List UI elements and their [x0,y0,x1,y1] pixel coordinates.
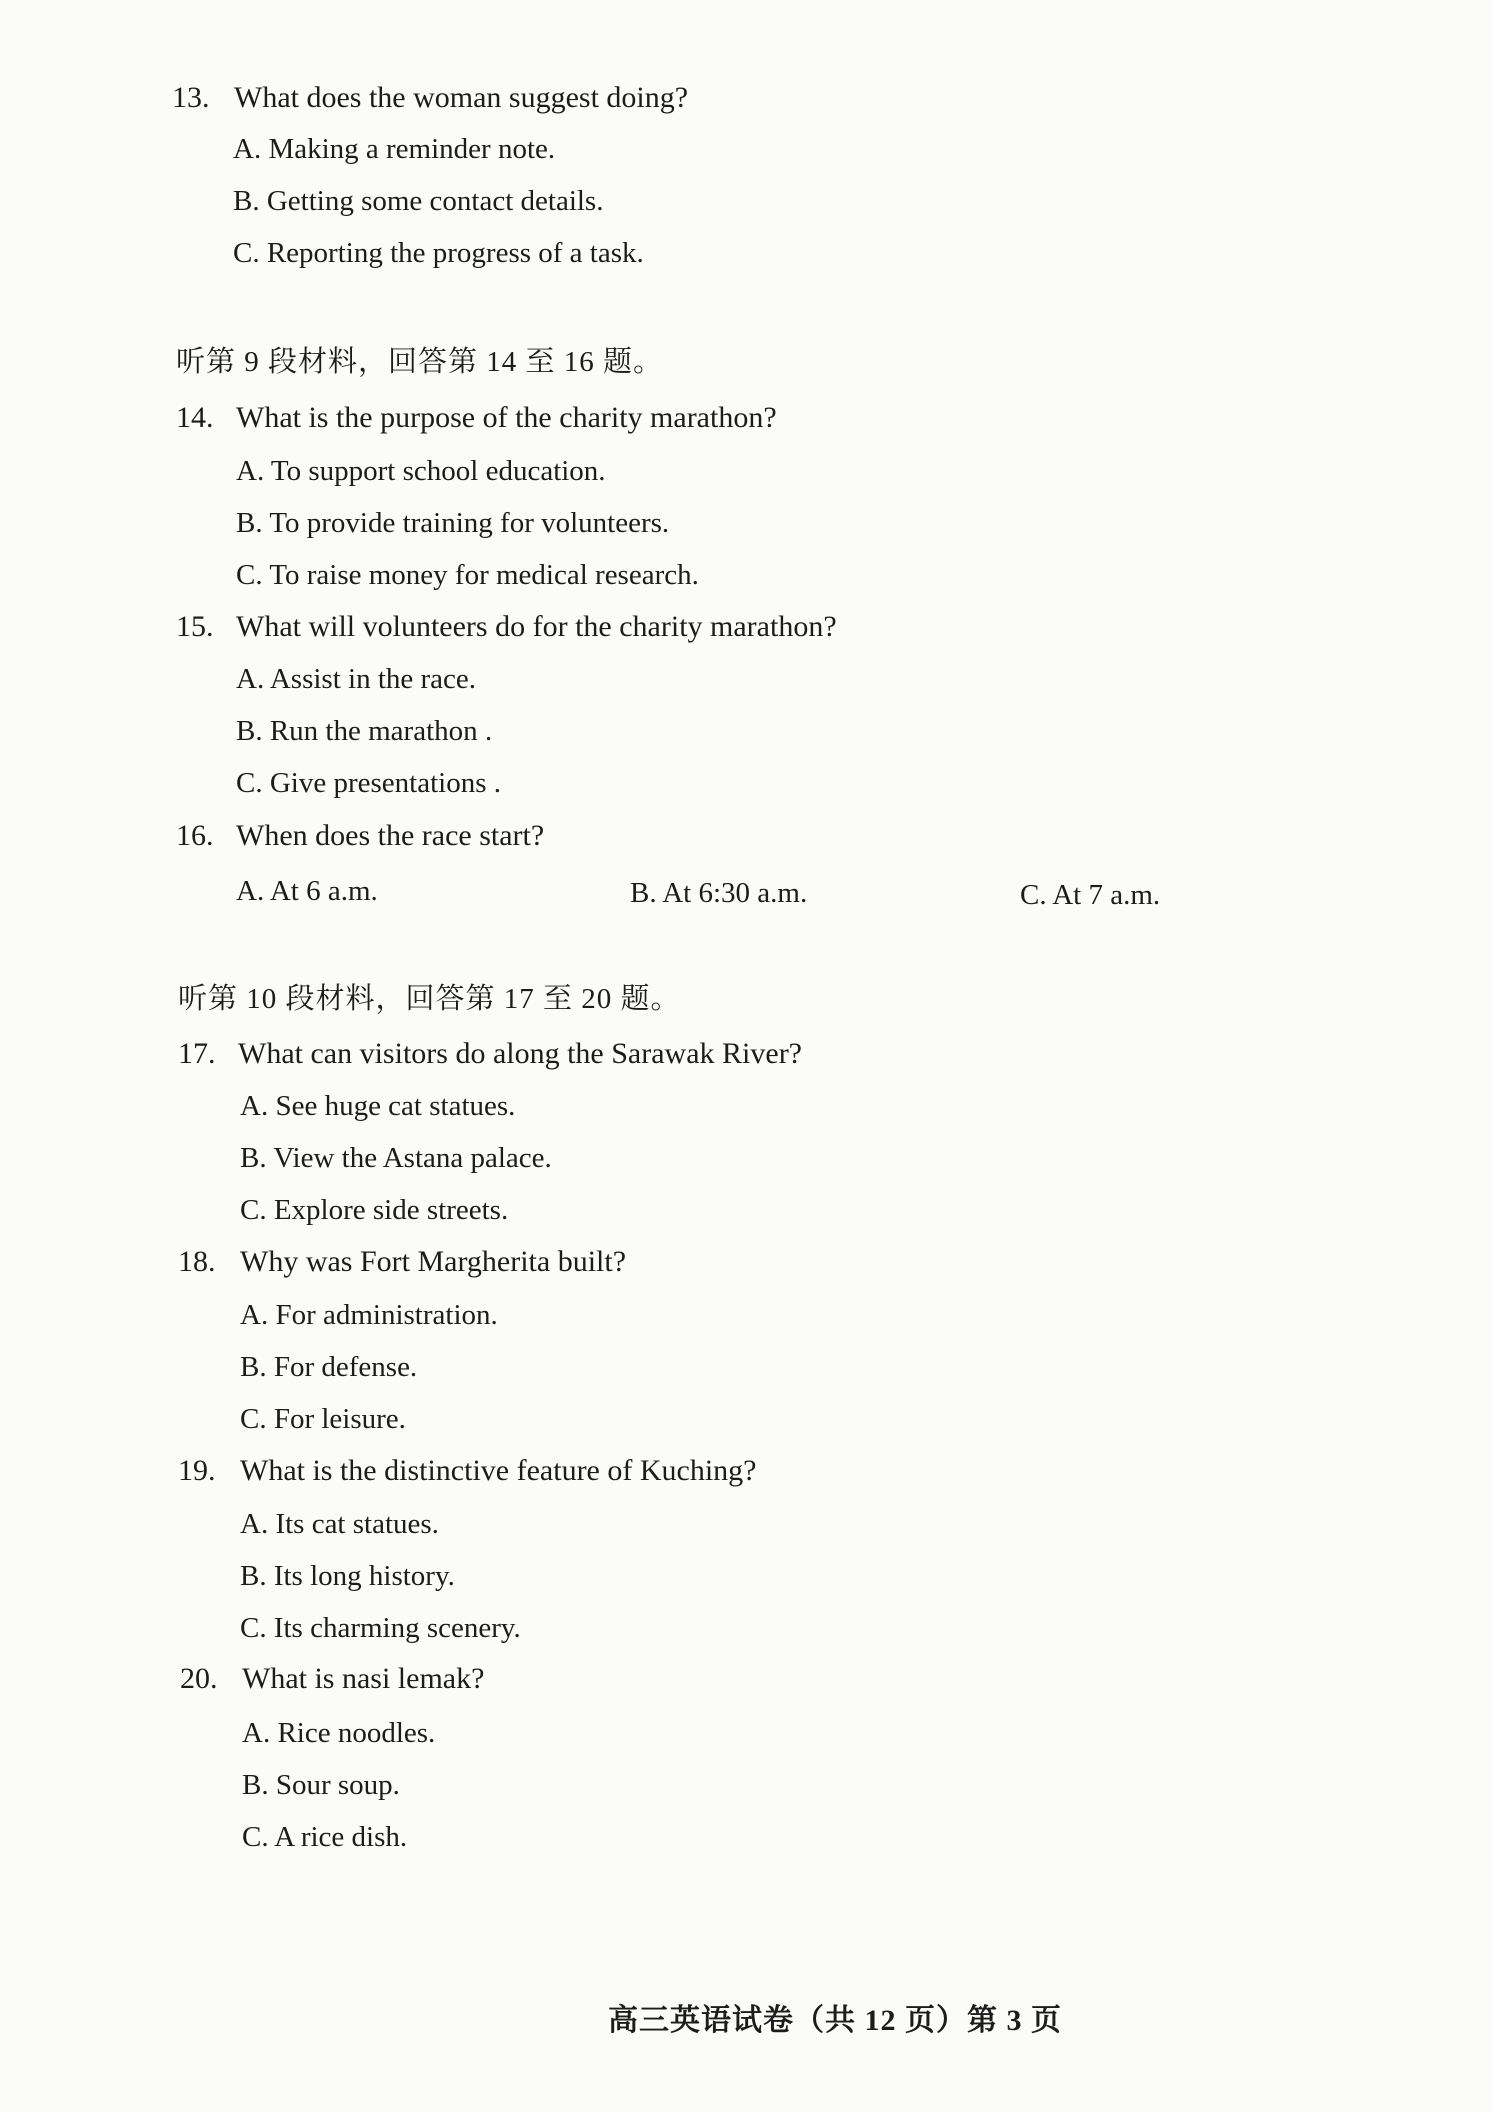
question-text: What is nasi lemak? [242,1662,485,1695]
option-b: B. Sour soup. [242,1769,400,1801]
option-b: B. Its long history. [240,1560,455,1592]
question-number: 18. [178,1245,216,1278]
option-a: A. At 6 a.m. [236,875,378,907]
option-c: C. Its charming scenery. [240,1612,521,1644]
question-number: 14. [176,401,214,434]
option-c: C. At 7 a.m. [1020,879,1161,911]
option-a: A. See huge cat statues. [240,1090,516,1122]
question-number: 20. [180,1662,218,1695]
option-a: A. Assist in the race. [236,663,477,695]
option-b: B. At 6:30 a.m. [630,877,808,909]
option-a: A. To support school education. [236,455,606,487]
option-a: A. Making a reminder note. [233,133,556,165]
option-c: C. A rice dish. [242,1821,408,1853]
option-c: C. Give presentations . [236,767,501,799]
option-b: B. For defense. [240,1351,418,1383]
question-number: 16. [176,819,214,852]
section-heading-10: 听第 10 段材料，回答第 17 至 20 题。 [178,983,681,1015]
option-c: C. To raise money for medical research. [236,559,699,591]
question-text: What can visitors do along the Sarawak River? [238,1037,802,1070]
question-number: 17. [178,1037,216,1070]
option-b: B. Getting some contact details. [233,185,604,217]
question-number: 19. [178,1454,216,1487]
option-c: C. For leisure. [240,1403,406,1435]
question-text: When does the race start? [236,819,545,852]
option-b: B. Run the marathon . [236,715,493,747]
question-text: What is the purpose of the charity marathon? [236,401,777,434]
question-text: What does the woman suggest doing? [234,81,689,114]
question-number: 13. [172,81,210,114]
option-b: B. To provide training for volunteers. [236,507,670,539]
option-a: A. Its cat statues. [240,1508,439,1540]
question-text: Why was Fort Margherita built? [240,1245,627,1278]
page-footer: 高三英语试卷（共 12 页）第 3 页 [608,2004,1062,2037]
question-number: 15. [176,610,214,643]
option-c: C. Explore side streets. [240,1194,509,1226]
option-a: A. For administration. [240,1299,498,1331]
option-a: A. Rice noodles. [242,1717,436,1749]
option-b: B. View the Astana palace. [240,1142,552,1174]
question-text: What is the distinctive feature of Kuching? [240,1454,757,1487]
option-c: C. Reporting the progress of a task. [233,237,644,269]
question-text: What will volunteers do for the charity marathon? [236,610,837,643]
section-heading-9: 听第 9 段材料，回答第 14 至 16 题。 [176,346,664,378]
